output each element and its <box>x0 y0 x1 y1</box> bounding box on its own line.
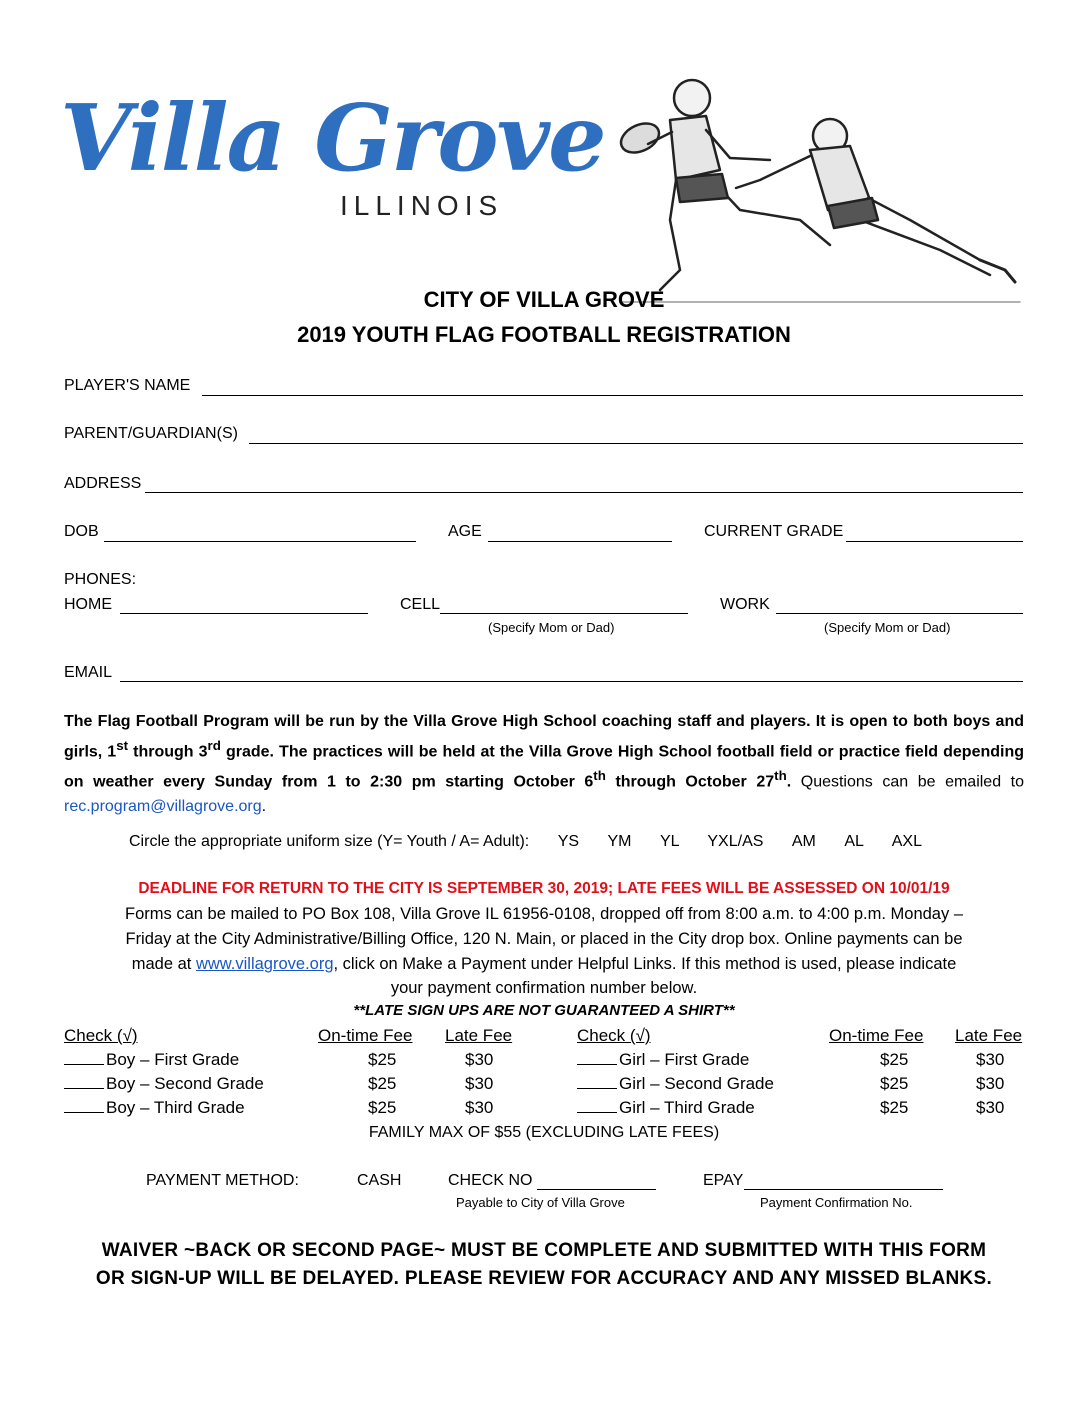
player-name-field[interactable] <box>202 395 1023 396</box>
size-al[interactable]: AL <box>844 833 864 850</box>
address-label: ADDRESS <box>64 475 142 492</box>
payment-cash[interactable]: CASH <box>357 1172 402 1189</box>
player-name-label: PLAYER'S NAME <box>64 377 191 394</box>
home-phone-field[interactable] <box>120 613 368 614</box>
girls-ontime-header: On-time Fee <box>829 1026 924 1045</box>
dob-field[interactable] <box>104 541 416 542</box>
size-yl[interactable]: YL <box>659 833 679 850</box>
waiver-notice-line-2: OR SIGN-UP WILL BE DELAYED. PLEASE REVIEW FOR ACCURACY AND ANY MISSED BLANKS. <box>95 1268 993 1289</box>
email-link[interactable]: rec.program@villagrove.org <box>64 797 262 815</box>
epay-confirmation-note: Payment Confirmation No. <box>760 1195 913 1210</box>
fee-late: $30 <box>465 1098 494 1117</box>
waiver-notice-line-1: WAIVER ~BACK OR SECOND PAGE~ MUST BE COMPLETE AND SUBMITTED WITH THIS FORM <box>101 1240 987 1261</box>
dob-label: DOB <box>64 523 99 540</box>
parent-field[interactable] <box>249 443 1023 444</box>
fee-late: $30 <box>465 1050 494 1069</box>
instructions-line-1: Forms can be mailed to PO Box 108, Villa Grove IL 61956-0108, dropped off from 8:00 a.m. to 4:00 p.m. Monday – <box>125 905 963 923</box>
girls-late-header: Late Fee <box>955 1026 1023 1045</box>
checkbox-blank[interactable] <box>64 1112 104 1113</box>
girls-check-header: Check (√) <box>577 1026 651 1045</box>
uniform-size-row <box>129 833 922 851</box>
late-signups-notice: **LATE SIGN UPS ARE NOT GUARANTEED A SHIRT** <box>353 1002 735 1019</box>
size-yxl-as[interactable]: YXL/AS <box>707 833 764 850</box>
fee-ontime: $25 <box>368 1098 397 1117</box>
fee-late: $30 <box>465 1074 494 1093</box>
address-field[interactable] <box>145 492 1023 493</box>
boy-second-grade-option[interactable]: Boy – Second Grade <box>64 1074 264 1094</box>
size-axl[interactable]: AXL <box>891 833 922 850</box>
flag-football-illustration <box>610 70 1030 310</box>
instructions-line-2: Friday at the City Administrative/Billing Office, 120 N. Main, or placed in the City drop box. Online payments can be <box>125 930 963 948</box>
instructions-line-4: your payment confirmation number below. <box>390 979 698 997</box>
girl-third-grade-option[interactable]: Girl – Third Grade <box>577 1098 755 1118</box>
boys-check-header: Check (√) <box>64 1026 138 1045</box>
size-am[interactable]: AM <box>791 833 816 850</box>
home-phone-label: HOME <box>64 596 112 613</box>
cell-phone-field[interactable] <box>440 613 688 614</box>
cell-specify-note: (Specify Mom or Dad) <box>488 620 615 635</box>
size-ys[interactable]: YS <box>557 833 580 850</box>
boys-late-header: Late Fee <box>445 1026 513 1045</box>
phones-label: PHONES: <box>64 571 137 588</box>
fee-late: $30 <box>976 1050 1005 1069</box>
girl-first-grade-option[interactable]: Girl – First Grade <box>577 1050 749 1070</box>
title-registration: 2019 YOUTH FLAG FOOTBALL REGISTRATION <box>297 322 791 347</box>
checkbox-blank[interactable] <box>577 1112 617 1113</box>
payment-epay-label: EPAY <box>703 1172 744 1189</box>
work-phone-field[interactable] <box>776 613 1023 614</box>
checkbox-blank[interactable] <box>64 1088 104 1089</box>
boy-first-grade-option[interactable]: Boy – First Grade <box>64 1050 239 1070</box>
fee-late: $30 <box>976 1098 1005 1117</box>
fee-ontime: $25 <box>368 1050 397 1069</box>
check-payable-note: Payable to City of Villa Grove <box>456 1195 625 1210</box>
boys-ontime-header: On-time Fee <box>318 1026 413 1045</box>
instructions-line-3: made at www.villagrove.org, click on Make a Payment under Helpful Links. If this method is used, please indicate <box>131 955 957 973</box>
parent-label: PARENT/GUARDIAN(S) <box>64 425 238 442</box>
title-city: CITY OF VILLA GROVE <box>423 287 665 312</box>
email-field[interactable] <box>120 681 1023 682</box>
logo-illinois: ILLINOIS <box>340 190 504 221</box>
work-phone-label: WORK <box>720 596 770 613</box>
family-max-note: FAMILY MAX OF $55 (EXCLUDING LATE FEES) <box>368 1124 720 1141</box>
current-grade-label: CURRENT GRADE <box>704 523 844 540</box>
fee-ontime: $25 <box>880 1074 909 1093</box>
age-field[interactable] <box>488 541 672 542</box>
size-ym[interactable]: YM <box>607 833 632 850</box>
email-label: EMAIL <box>64 664 113 681</box>
fee-ontime: $25 <box>880 1098 909 1117</box>
checkbox-blank[interactable] <box>577 1088 617 1089</box>
payment-check-label: CHECK NO <box>448 1172 533 1189</box>
checkbox-blank[interactable] <box>577 1064 617 1065</box>
cell-phone-label: CELL <box>400 596 441 613</box>
girl-second-grade-option[interactable]: Girl – Second Grade <box>577 1074 774 1094</box>
payment-method-label: PAYMENT METHOD: <box>146 1172 299 1189</box>
work-specify-note: (Specify Mom or Dad) <box>824 620 951 635</box>
website-link[interactable]: www.villagrove.org <box>195 955 334 973</box>
check-number-field[interactable] <box>537 1189 656 1190</box>
logo-villa-grove: Villa Grove <box>60 84 605 192</box>
deadline-notice: DEADLINE FOR RETURN TO THE CITY IS SEPTEMBER 30, 2019; LATE FEES WILL BE ASSESSED ON 10/01/19 <box>138 880 950 897</box>
checkbox-blank[interactable] <box>64 1064 104 1065</box>
boy-third-grade-option[interactable]: Boy – Third Grade <box>64 1098 245 1118</box>
epay-confirmation-field[interactable] <box>744 1189 943 1190</box>
program-description: The Flag Football Program will be run by the Villa Grove High School coaching staff and players. It is open to both boys and girls, 1st through 3rd grade. The practices will be held at the Villa Grove High School football field or practice field depending on weather every Sunday from 1 to 2:30 pm starting October 6th through October 27th. Questions can be emailed to rec.program@villagrove.org. <box>64 713 1025 815</box>
fee-late: $30 <box>976 1074 1005 1093</box>
fee-ontime: $25 <box>880 1050 909 1069</box>
uniform-size-label: Circle the appropriate uniform size (Y= Youth / A= Adult): <box>129 833 530 850</box>
current-grade-field[interactable] <box>846 541 1023 542</box>
age-label: AGE <box>448 523 482 540</box>
fee-ontime: $25 <box>368 1074 397 1093</box>
